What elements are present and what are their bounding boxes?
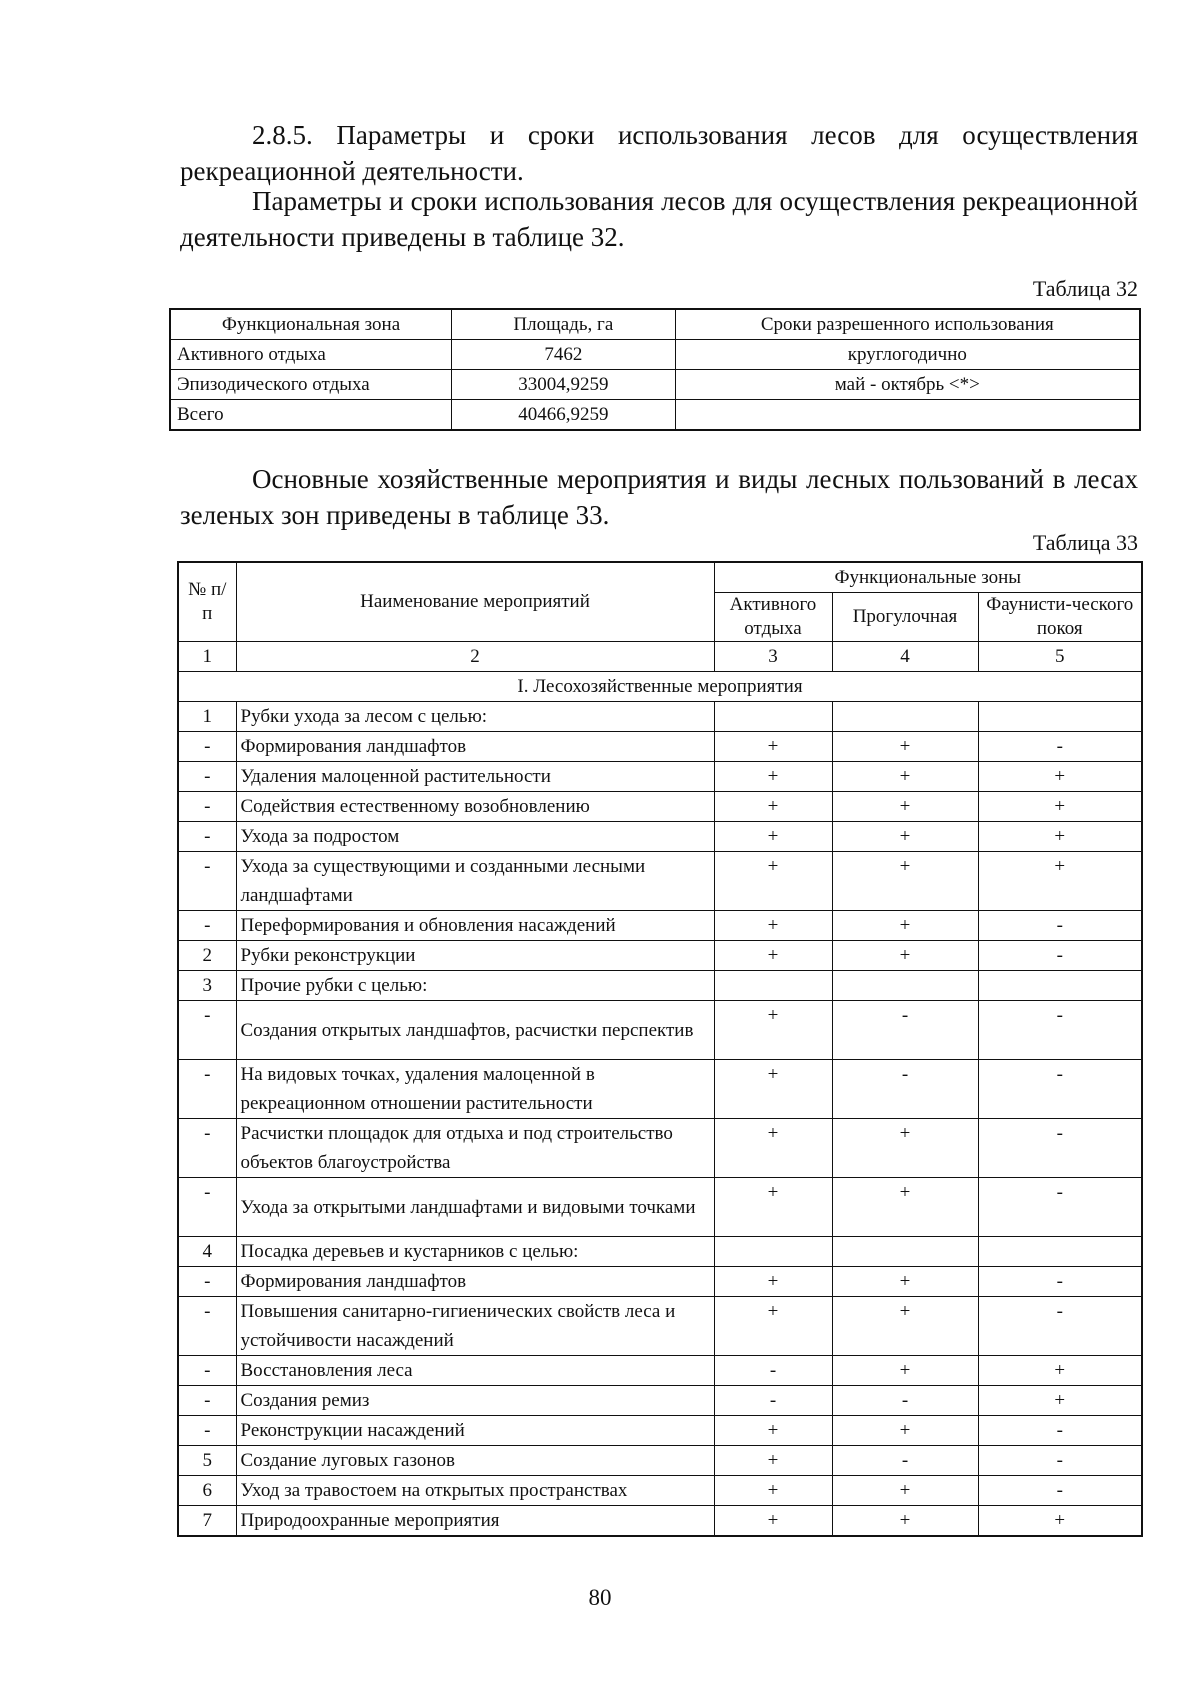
zone-mark: - [978,911,1142,941]
zone-mark: + [978,1356,1142,1386]
table32-cell: май - октябрь <*> [675,370,1140,400]
table32-header-cell: Функциональная зона [170,309,452,340]
page-number: 80 [588,1585,612,1610]
table32-cell: 40466,9259 [452,400,676,431]
row-number: 2 [178,941,236,971]
zone-mark: + [978,792,1142,822]
zone-mark: + [832,1297,978,1356]
zone-mark: + [714,1297,832,1356]
table32-cell: Всего [170,400,452,431]
table-row [178,792,1142,822]
activity-name: Рубки ухода за лесом с целью: [236,702,714,732]
zone-mark [978,1237,1142,1267]
row-number: - [178,762,236,792]
zone-mark: - [978,1178,1142,1237]
table-row [178,1267,1142,1297]
activity-name: Создание луговых газонов [236,1446,714,1476]
table-row [178,732,1142,762]
zone-mark: + [832,1119,978,1178]
activity-name: Рубки реконструкции [236,941,714,971]
zone-mark: + [832,1356,978,1386]
zone-mark: + [832,822,978,852]
activity-name: Реконструкции насаждений [236,1416,714,1446]
table-row [178,822,1142,852]
zone-mark [832,702,978,732]
activity-name: Ухода за существующими и созданными лесными ландшафтами [236,852,714,911]
table32-cell: Эпизодического отдыха [170,370,452,400]
row-number: - [178,1416,236,1446]
table-row [170,340,1140,370]
row-number: 6 [178,1476,236,1506]
table32-caption: Таблица 32 [1032,276,1138,301]
zone-mark: + [832,1267,978,1297]
header-zone-fauna: Фаунисти-ческого покоя [978,593,1142,642]
activity-name: Содействия естественному возобновлению [236,792,714,822]
zone-mark: + [978,1506,1142,1537]
zone-mark: + [978,1386,1142,1416]
zone-mark: + [714,911,832,941]
table-row [178,1356,1142,1386]
zone-mark: + [714,941,832,971]
section-heading: 2.8.5. Параметры и сроки использования лесов для осуществления рекреационной деятельности. [180,120,1138,186]
zone-mark [832,1237,978,1267]
zone-mark: - [978,941,1142,971]
zone-mark: - [714,1386,832,1416]
zone-mark: + [714,1446,832,1476]
activity-name: Уход за травостоем на открытых пространствах [236,1476,714,1506]
table33-intro-paragraph: Основные хозяйственные мероприятия и виды лесных пользований в лесах зеленых зон приведены в таблице 33. [180,464,1138,530]
row-number: - [178,1119,236,1178]
table-row [178,1476,1142,1506]
zone-mark: + [714,852,832,911]
table-row [178,1001,1142,1060]
zone-mark: + [714,1001,832,1060]
row-number: - [178,1267,236,1297]
zone-mark: + [714,1267,832,1297]
zone-mark: - [832,1446,978,1476]
zone-mark: - [978,1297,1142,1356]
zone-mark: + [714,732,832,762]
activity-name: Ухода за подростом [236,822,714,852]
row-number: 5 [178,1446,236,1476]
table32-header-cell: Сроки разрешенного использования [675,309,1140,340]
table-row [178,1386,1142,1416]
zone-mark: + [714,1416,832,1446]
table-row [178,762,1142,792]
zone-mark: + [978,822,1142,852]
zone-mark: - [832,1386,978,1416]
row-number: 4 [178,1237,236,1267]
zone-mark [714,1237,832,1267]
zone-mark: - [978,1060,1142,1119]
row-number: - [178,1001,236,1060]
row-number: - [178,1060,236,1119]
table33-caption: Таблица 33 [1032,530,1138,555]
zone-mark [978,702,1142,732]
activity-name: Расчистки площадок для отдыха и под строительство объектов благоустройства [236,1119,714,1178]
zone-mark: + [832,792,978,822]
table-row [178,1297,1142,1356]
activity-name: Прочие рубки с целью: [236,971,714,1001]
table-row [170,370,1140,400]
header-name: Наименование мероприятий [236,562,714,642]
activity-name: Ухода за открытыми ландшафтами и видовыми точками [236,1178,714,1237]
zone-mark: + [978,852,1142,911]
zone-mark: + [832,941,978,971]
table-row [178,1506,1142,1537]
activity-name: Природоохранные мероприятия [236,1506,714,1537]
zone-mark: - [978,1476,1142,1506]
column-number: 1 [178,642,236,672]
activity-name: Посадка деревьев и кустарников с целью: [236,1237,714,1267]
row-number: - [178,792,236,822]
table32-cell: Активного отдыха [170,340,452,370]
row-number: - [178,822,236,852]
zone-mark: - [832,1060,978,1119]
column-number: 3 [714,642,832,672]
table-row [178,971,1142,1001]
zone-mark: + [832,1178,978,1237]
zone-mark: - [978,1416,1142,1446]
zone-mark: - [978,1119,1142,1178]
zone-mark: + [714,1119,832,1178]
zone-mark: + [714,822,832,852]
row-number: - [178,1178,236,1237]
table32-cell: 33004,9259 [452,370,676,400]
table-row [178,911,1142,941]
activity-name: Создания открытых ландшафтов, расчистки перспектив [236,1001,714,1060]
zone-mark: - [978,1001,1142,1060]
row-number: - [178,1356,236,1386]
table-row [178,941,1142,971]
table-row [178,1119,1142,1178]
zone-mark: + [714,762,832,792]
table32-cell: круглогодично [675,340,1140,370]
table-32 [169,308,1141,431]
table-33 [177,561,1143,1537]
zone-mark: + [714,1506,832,1537]
row-number: - [178,852,236,911]
header-zone-active: Активного отдыха [714,593,832,642]
row-number: 1 [178,702,236,732]
table-row [178,852,1142,911]
table32-header-cell: Площадь, га [452,309,676,340]
row-number: - [178,732,236,762]
table32-header-row [170,309,1140,340]
row-number: - [178,1386,236,1416]
table32-cell [675,400,1140,431]
zone-mark: + [832,911,978,941]
table-row [178,1060,1142,1119]
zone-mark: + [978,762,1142,792]
header-zones: Функциональные зоны [714,562,1142,593]
table32-cell: 7462 [452,340,676,370]
zone-mark: + [714,1178,832,1237]
zone-mark [714,702,832,732]
row-number: 3 [178,971,236,1001]
table-row [178,1416,1142,1446]
row-number: - [178,911,236,941]
table-row [178,1237,1142,1267]
table-row [170,400,1140,431]
zone-mark [978,971,1142,1001]
activity-name: Повышения санитарно-гигиенических свойств леса и устойчивости насаждений [236,1297,714,1356]
section-row: I. Лесохозяйственные мероприятия [178,672,1142,702]
table-row [178,1178,1142,1237]
zone-mark: + [832,732,978,762]
zone-mark: - [978,1446,1142,1476]
column-number: 2 [236,642,714,672]
zone-mark: - [978,1267,1142,1297]
activity-name: На видовых точках, удаления малоценной в рекреационном отношении растительности [236,1060,714,1119]
zone-mark: + [832,852,978,911]
activity-name: Удаления малоценной растительности [236,762,714,792]
activity-name: Формирования ландшафтов [236,732,714,762]
header-zone-walking: Прогулочная [832,593,978,642]
zone-mark [832,971,978,1001]
table-row [178,1446,1142,1476]
activity-name: Восстановления леса [236,1356,714,1386]
column-number: 4 [832,642,978,672]
row-number: - [178,1297,236,1356]
table-row [178,702,1142,732]
zone-mark: + [714,792,832,822]
activity-name: Создания ремиз [236,1386,714,1416]
zone-mark: - [978,732,1142,762]
header-num: № п/п [178,562,236,642]
activity-name: Формирования ландшафтов [236,1267,714,1297]
zone-mark: - [714,1356,832,1386]
zone-mark: + [714,1476,832,1506]
zone-mark: + [832,762,978,792]
column-number: 5 [978,642,1142,672]
zone-mark: + [832,1506,978,1537]
zone-mark: + [832,1476,978,1506]
activity-name: Переформирования и обновления насаждений [236,911,714,941]
intro-paragraph: Параметры и сроки использования лесов для осуществления рекреационной деятельности приведены в таблице 32. [180,186,1138,252]
row-number: 7 [178,1506,236,1537]
zone-mark: - [832,1001,978,1060]
zone-mark [714,971,832,1001]
zone-mark: + [832,1416,978,1446]
column-numbers-row [178,642,1142,672]
zone-mark: + [714,1060,832,1119]
